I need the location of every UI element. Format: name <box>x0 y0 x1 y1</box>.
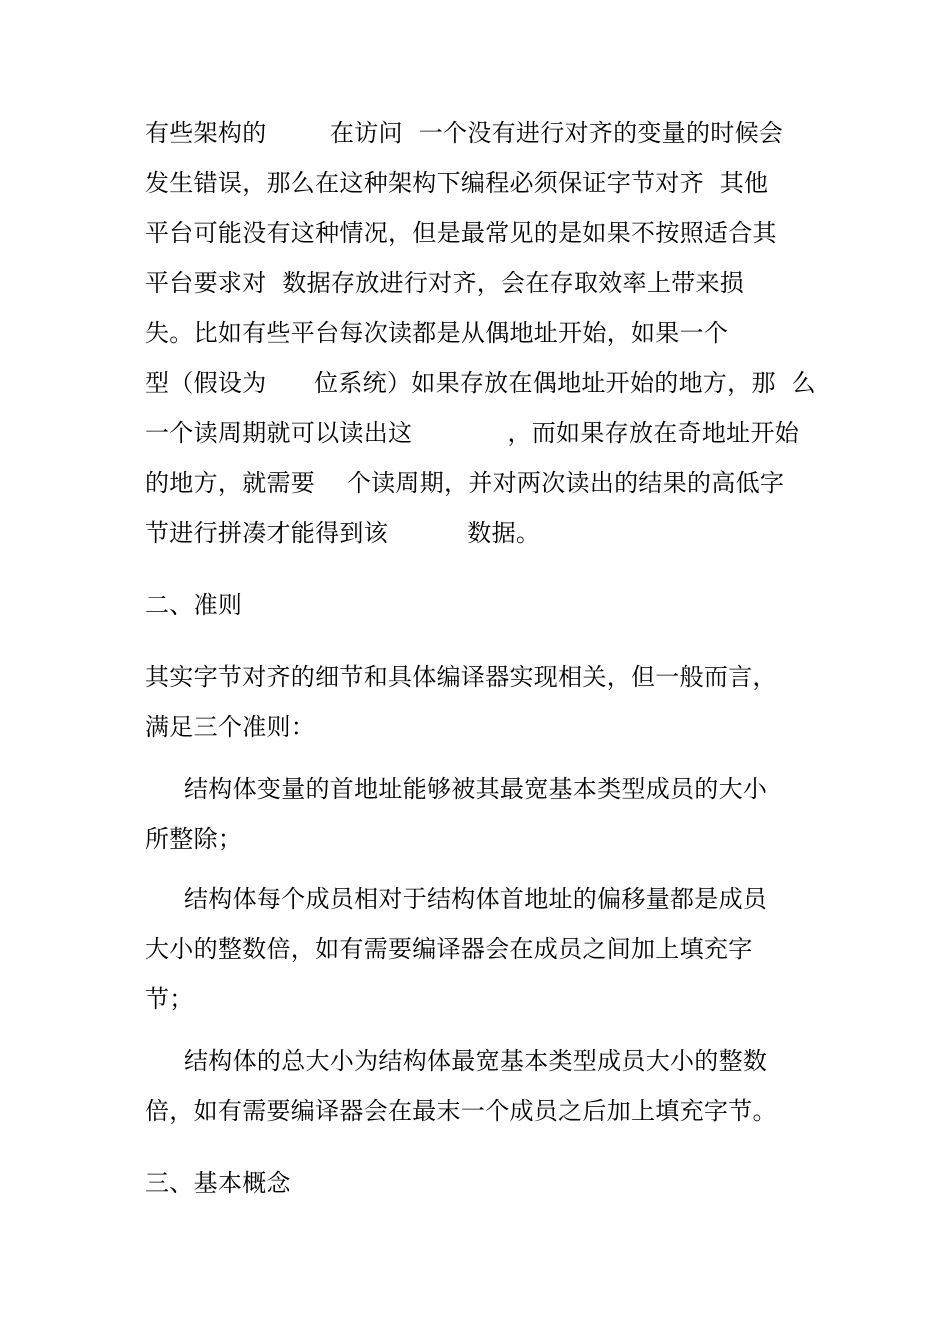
text-line: 满足三个准则： <box>145 713 316 741</box>
text-line: 平台可能没有这种情况，但是最常见的是如果不按照适合其 <box>145 219 777 247</box>
text-line: 所整除； <box>145 825 243 853</box>
text-line: 失。比如有些平台每次读都是从偶地址开始，如果一个 <box>145 319 729 347</box>
text-line: 型（假设为 位系统）如果存放在偶地址开始的地方，那 么 <box>145 369 816 397</box>
text-line: 发生错误，那么在这种架构下编程必须保证字节对齐 其他 <box>145 169 769 197</box>
text-line: 一个读周期就可以读出这 ，而如果存放在奇地址开始 <box>145 419 800 447</box>
text-line: 有些架构的 在访问 一个没有进行对齐的变量的时候会 <box>145 119 784 147</box>
text-line: 大小的整数倍，如有需要编译器会在成员之间加上填充字 <box>145 935 753 963</box>
text-line: 倍，如有需要编译器会在最末一个成员之后加上填充字节。 <box>145 1097 777 1125</box>
text-line: 节进行拼凑才能得到该 数据。 <box>145 519 541 547</box>
section-heading-rules: 二、准则 <box>145 591 243 619</box>
text-line: 的地方，就需要 个读周期，并对两次读出的结果的高低字 <box>145 469 785 497</box>
text-line: 节； <box>145 985 194 1013</box>
text-line: 平台要求对 数据存放进行对齐，会在存取效率上带来损 <box>145 269 745 297</box>
text-line: 结构体变量的首地址能够被其最宽基本类型成员的大小 <box>184 775 768 803</box>
text-line: 其实字节对齐的细节和具体编译器实现相关，但一般而言， <box>145 663 777 691</box>
text-line: 结构体每个成员相对于结构体首地址的偏移量都是成员 <box>184 885 768 913</box>
text-line: 结构体的总大小为结构体最宽基本类型成员大小的整数 <box>184 1047 768 1075</box>
section-heading-basic-concepts: 三、基本概念 <box>145 1169 291 1197</box>
